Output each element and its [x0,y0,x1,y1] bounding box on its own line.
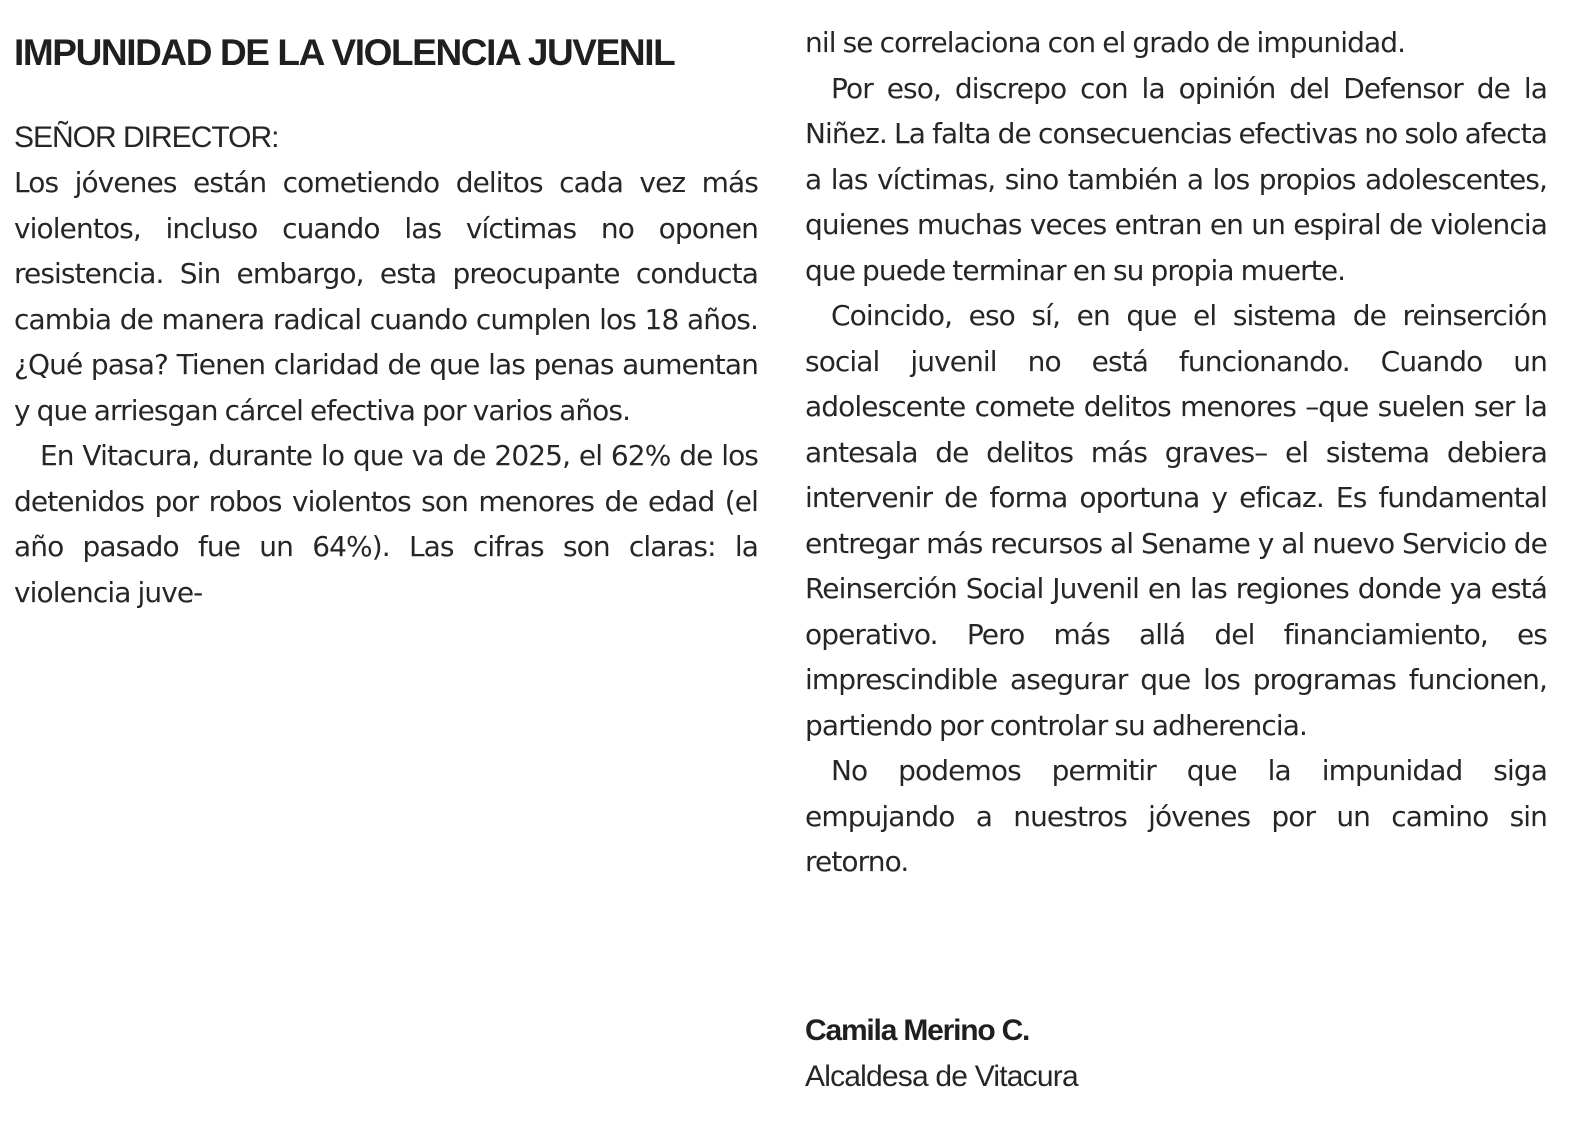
paragraph-1: Los jóvenes están cometiendo delitos cada vez más violentos, incluso cuando las víctimas no oponen resistencia. Sin embargo, esta preocupante conducta cambia de manera radical cuando cumplen los 18 años. ¿Qué pasa? Tienen claridad de que las penas aumentan y que arriesgan cárcel efectiva por varios años. [14,166,758,427]
paragraph-5: No podemos permitir que la impunidad siga empujando a nuestros jóvenes por un camino sin retorno. [805,754,1547,878]
paragraph-4: Coincido, eso sí, en que el sistema de reinserción social juvenil no está funcionando. Cuando un adolescente comete delitos menores –que suelen ser la antesala de delitos más graves– el sistema debiera intervenir de forma oportuna y eficaz. Es fundamental entregar más recursos al Sename y al nuevo Servicio de Reinserción Social Juvenil en las regiones donde ya está operativo. Pero más allá del financiamiento, es imprescindible asegurar que los programas funcionen, partiendo por controlar su adherencia. [805,299,1547,742]
article-title: IMPUNIDAD DE LA VIOLENCIA JUVENIL [14,32,675,73]
right-column-body [805,20,1547,885]
left-column-body [14,160,758,615]
signature-block [805,1008,1547,1100]
paragraph-3: Por eso, discrepo con la opinión del Defensor de la Niñez. La falta de consecuencias efectivas no solo afecta a las víctimas, sino también a los propios adolescentes, quienes muchas veces entran en un espiral de violencia que puede terminar en su propia muerte. [805,71,1547,287]
author-role: Alcaldesa de Vitacura [805,1060,1078,1093]
paragraph-2-end: nil se correlaciona con el grado de impunidad. [805,26,1406,59]
author-name: Camila Merino C. [805,1014,1030,1047]
paragraph-2-start: En Vitacura, durante lo que va de 2025, el 62% de los detenidos por robos violentos son menores de edad (el año pasado fue un 64%). Las cifras son claras: la violencia juve- [14,439,758,609]
salutation: SEÑOR DIRECTOR: [14,121,279,154]
